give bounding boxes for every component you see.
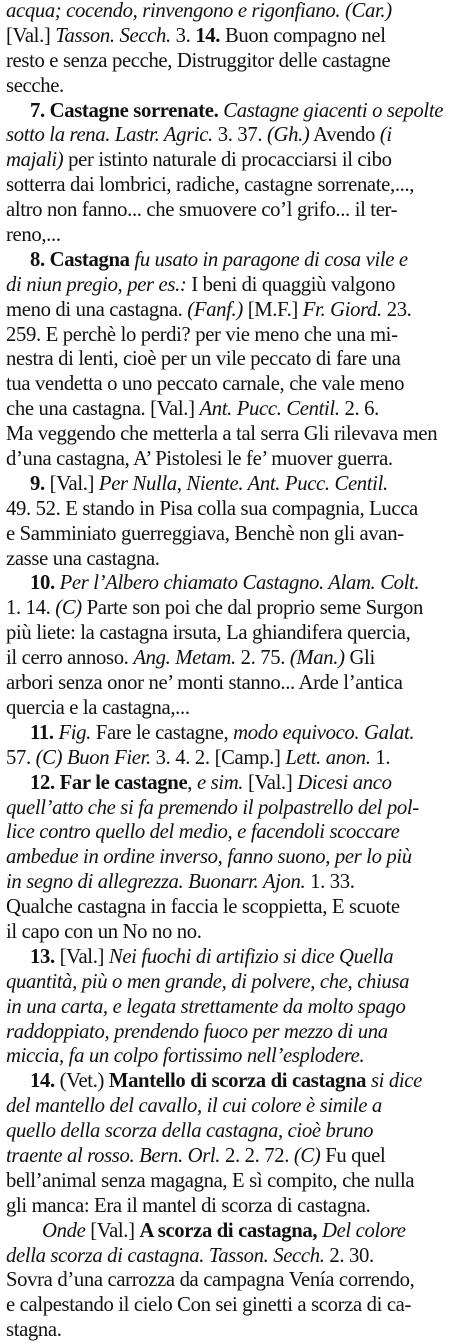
plain-text: e Samminiato guerreggiava, Benchè non gli avan-	[6, 522, 404, 545]
italic-text: Castagne giacenti o sepolte	[223, 99, 444, 122]
text-line	[6, 646, 467, 671]
bold-text: 14.	[195, 24, 221, 47]
text-line	[6, 323, 467, 348]
plain-text: stagna.	[6, 1319, 62, 1342]
text-line	[6, 970, 467, 995]
text-line	[6, 671, 467, 696]
italic-text: Fig.	[58, 721, 92, 744]
text-line	[6, 173, 467, 198]
plain-text: zasse una castagna.	[6, 547, 160, 570]
italic-text: del mantello del cavallo, il cui colore è simile a	[6, 1095, 382, 1118]
text-line	[6, 746, 467, 771]
text-line	[6, 472, 467, 497]
italic-text: si dice	[370, 1070, 422, 1093]
plain-text: 2. 2. 72.	[220, 1144, 294, 1167]
text-line	[6, 895, 467, 920]
bold-text: Mantello di scorza di castagna	[108, 1070, 371, 1093]
plain-text: [Val.]	[243, 771, 298, 794]
text-line	[6, 447, 467, 472]
text-line	[6, 870, 467, 895]
text-line	[6, 497, 467, 522]
plain-text: Sovra d’una carrozza da campagna Venía correndo,	[6, 1269, 415, 1292]
text-line	[6, 845, 467, 870]
bold-text: 9.	[30, 472, 45, 495]
text-line	[6, 347, 467, 372]
text-line	[6, 273, 467, 298]
plain-text: 3.	[175, 24, 196, 47]
text-line	[6, 1119, 467, 1144]
plain-text: d’una castagna, A’ Pistolesi le fe’ muover guerra.	[6, 448, 393, 471]
italic-text: Onde	[42, 1219, 86, 1242]
plain-text: 3. 4. 2. [Camp.]	[150, 746, 286, 769]
plain-text: [Val.]	[54, 945, 109, 968]
text-line	[6, 397, 467, 422]
italic-text: sotto la rena. Lastr. Agric.	[6, 124, 218, 147]
italic-text: majali)	[6, 149, 64, 172]
plain-text: il cerro annoso.	[6, 647, 134, 670]
italic-text: (Gh.)	[266, 124, 310, 147]
italic-text: in una carta, e legata strettamente da molto spago	[6, 995, 406, 1018]
italic-text: acqua; cocendo, rinvengono e rigonfiano. (Car.)	[6, 0, 392, 22]
italic-text: Lett. anon.	[285, 746, 371, 769]
text-line	[6, 372, 467, 397]
bold-text: 12. Far le castagne	[30, 771, 188, 794]
plain-text: tua vendetta o uno peccato carnale, che vale meno	[6, 373, 405, 396]
plain-text: (Vet.)	[54, 1070, 109, 1093]
bold-text: 8. Castagna	[30, 248, 135, 271]
italic-text: Ant. Pucc. Centil.	[199, 398, 340, 421]
text-line	[6, 1069, 467, 1094]
text-line	[6, 945, 467, 970]
bold-text: 10.	[30, 572, 55, 595]
plain-text: bell’animal senza magagna, E sì compito, che nulla	[6, 1169, 415, 1192]
plain-text: Qualche castagna in faccia le scoppietta, E scuote	[6, 896, 400, 919]
plain-text: secche.	[6, 74, 64, 97]
text-line	[6, 198, 467, 223]
plain-text: altro non fanno... che smuovere co’l grifo... il ter-	[6, 199, 398, 222]
text-line	[6, 49, 467, 74]
italic-text: (i	[379, 124, 392, 147]
plain-text: e calpestando il cielo Con sei ginetti a scorza di ca-	[6, 1294, 412, 1317]
text-line	[6, 0, 467, 24]
italic-text: di niun pregio, per es.:	[6, 273, 187, 296]
text-line	[6, 148, 467, 173]
italic-text: traente al rosso. Bern. Orl.	[6, 1144, 221, 1167]
plain-text: 3. 37.	[217, 124, 267, 147]
bold-text: 7. Castagne sorrenate.	[30, 99, 224, 122]
text-line	[6, 995, 467, 1020]
italic-text: quantità, più o men grande, di polvere, che, chiusa	[6, 970, 410, 993]
plain-text: 259. E perchè lo perdi? per vie meno che una mi-	[6, 323, 398, 346]
italic-text: (C)	[293, 1144, 321, 1167]
plain-text: [Val.]	[6, 24, 56, 47]
text-line	[6, 571, 467, 596]
text-line	[6, 1318, 467, 1343]
italic-text: Dicesi anco	[297, 771, 392, 794]
plain-text: 49. 52. E stando in Pisa colla sua compagnia, Lucca	[6, 497, 418, 520]
italic-text: lice contro quello del medio, e facendoli scoccare	[6, 821, 400, 844]
plain-text: 1. 14.	[6, 597, 56, 620]
italic-text: (Man.)	[289, 647, 345, 670]
italic-text: quello della scorza della castagna, cioè bruno	[6, 1120, 374, 1143]
text-line	[6, 223, 467, 248]
text-line	[6, 298, 467, 323]
bold-text: 13.	[30, 945, 55, 968]
text-line	[6, 1194, 467, 1219]
plain-text: reno,...	[6, 224, 61, 247]
text-line	[6, 771, 467, 796]
italic-text: Per Nulla, Niente. Ant. Pucc. Centil.	[98, 472, 388, 495]
italic-text: (Fanf.)	[187, 298, 243, 321]
plain-text: Avendo	[309, 124, 380, 147]
bold-text: 11.	[30, 721, 54, 744]
italic-text: Fr. Giord.	[302, 298, 382, 321]
text-line	[6, 547, 467, 572]
plain-text: quercia e la castagna,...	[6, 696, 190, 719]
text-line	[6, 422, 467, 447]
italic-text: ambedue in ordine inverso, fanno suono, per lo più	[6, 846, 412, 869]
text-line	[6, 721, 467, 746]
plain-text: [Val.]	[85, 1219, 140, 1242]
italic-text: quell’atto che si fa premendo il polpastrello del pol-	[6, 796, 419, 819]
plain-text: Fu quel	[320, 1144, 386, 1167]
plain-text: [Val.]	[44, 472, 99, 495]
text-line	[6, 1094, 467, 1119]
plain-text: [M.F.]	[242, 298, 303, 321]
text-line	[6, 1044, 467, 1069]
plain-text: 2. 6.	[339, 398, 379, 421]
plain-text: arbori senza onor ne’ monti stanno... Arde l’antica	[6, 672, 403, 695]
plain-text: nestra di lenti, cioè per un vile peccato di fare una	[6, 348, 401, 371]
plain-text: Gli	[344, 647, 375, 670]
text-line	[6, 74, 467, 99]
text-line	[6, 123, 467, 148]
plain-text: I beni di quaggiù valgono	[186, 273, 396, 296]
text-line	[6, 820, 467, 845]
plain-text: resto e senza pecche, Distruggitor delle castagne	[6, 49, 391, 72]
text-line	[6, 99, 467, 124]
italic-text: Tasson. Secch.	[55, 24, 176, 47]
plain-text: Ma veggendo che metterla a tal serra Gli rilevava men	[6, 423, 438, 446]
plain-text: che una castagna. [Val.]	[6, 398, 200, 421]
italic-text: (C) Buon Fier.	[35, 746, 151, 769]
plain-text: Buon compagno nel	[220, 24, 386, 47]
plain-text: 2. 30.	[324, 1244, 374, 1267]
plain-text: il capo con un No no no.	[6, 920, 202, 943]
text-line	[6, 1293, 467, 1318]
italic-text: Per l’Albero chiamato Castagno. Alam. Colt.	[59, 572, 420, 595]
italic-text: Nei fuochi di artifizio si dice Quella	[108, 945, 394, 968]
text-line	[6, 1268, 467, 1293]
italic-text: (C)	[55, 597, 82, 620]
text-line	[6, 920, 467, 945]
italic-text: in segno di allegrezza. Buonarr. Ajon.	[6, 871, 306, 894]
text-line	[6, 1144, 467, 1169]
text-line	[6, 1219, 467, 1244]
italic-text: e sim.	[196, 771, 244, 794]
text-line	[6, 596, 467, 621]
text-line	[6, 248, 467, 273]
italic-text: Ang. Metam.	[133, 647, 236, 670]
plain-text: Parte son poi che dal proprio seme Surgon	[81, 597, 423, 620]
text-line	[6, 621, 467, 646]
italic-text: modo equivoco. Galat.	[233, 721, 415, 744]
text-line	[6, 1020, 467, 1045]
plain-text: più liete: la castagna irsuta, La ghiandifera quercia,	[6, 622, 411, 645]
bold-text: 14.	[30, 1070, 55, 1093]
plain-text: gli manca: Era il mantel di scorza di castagna.	[6, 1194, 371, 1217]
plain-text: 57.	[6, 746, 36, 769]
text-line	[6, 796, 467, 821]
plain-text: per istinto naturale di procacciarsi il cibo	[63, 149, 392, 172]
italic-text: della scorza di castagna. Tasson. Secch.	[6, 1244, 325, 1267]
text-line	[6, 522, 467, 547]
italic-text: miccia, fa un colpo fortissimo nell’esplodere.	[6, 1045, 365, 1068]
plain-text: 1.	[370, 746, 391, 769]
italic-text: fu usato in paragone di cosa vile e	[134, 248, 408, 271]
plain-text: 23.	[381, 298, 412, 321]
plain-text: 1. 33.	[305, 871, 355, 894]
plain-text: 2. 75.	[235, 647, 290, 670]
plain-text: Fare le castagne,	[91, 721, 234, 744]
text-line	[6, 24, 467, 49]
plain-text: meno di una castagna.	[6, 298, 188, 321]
plain-text: sotterra dai lombrici, radiche, castagne sorrenate,...,	[6, 174, 415, 197]
text-line	[6, 1244, 467, 1269]
text-line	[6, 696, 467, 721]
text-line	[6, 1169, 467, 1194]
italic-text: Del colore	[322, 1219, 406, 1242]
plain-text: ,	[187, 771, 197, 794]
bold-text: A scorza di castagna,	[139, 1219, 322, 1242]
italic-text: raddoppiato, prendendo fuoco per mezzo di una	[6, 1020, 388, 1043]
